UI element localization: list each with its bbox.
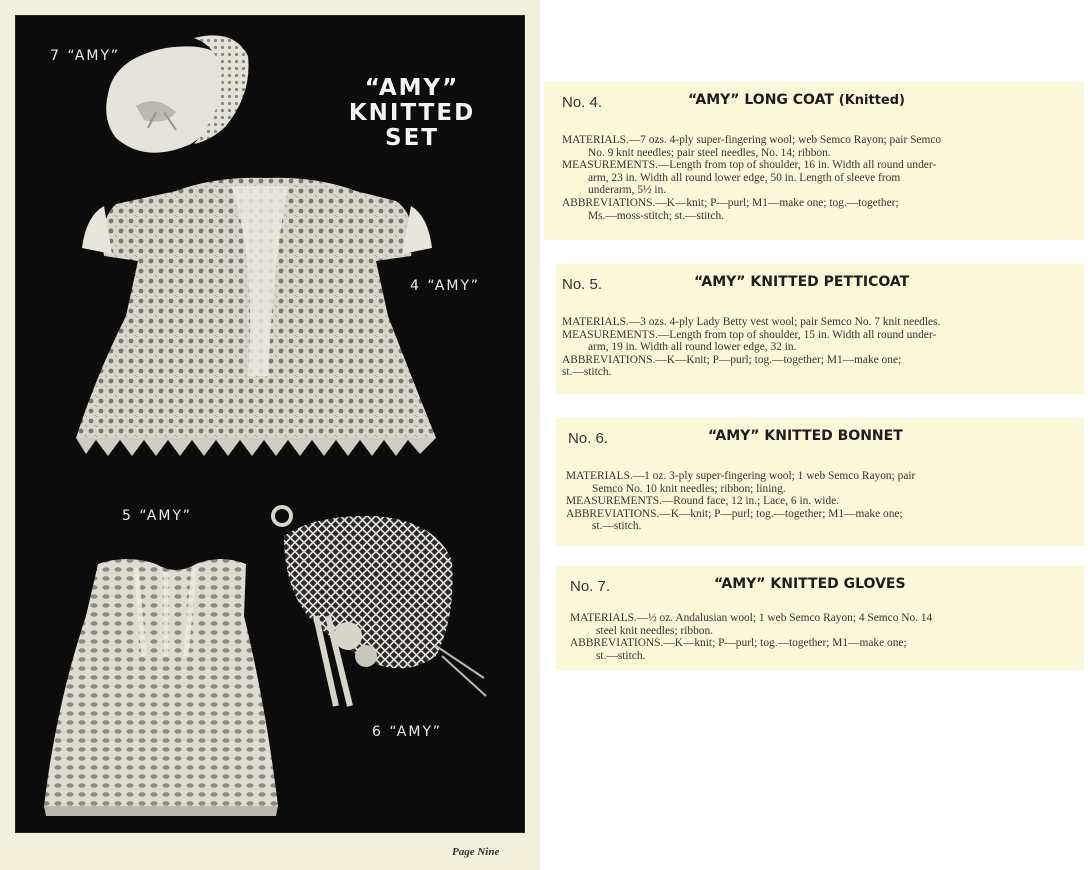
pattern-details	[562, 316, 1070, 379]
label-lace-bonnet: 6 “AMY”	[372, 724, 443, 740]
pattern-header	[556, 270, 1084, 298]
set-title-line: “AMY”	[364, 75, 460, 101]
pattern-title: “AMY” KNITTED PETTICOAT	[694, 274, 910, 290]
pattern-header	[556, 572, 1084, 600]
detail-line: ABBREVIATIONS.—K—Knit; P—purl; tog.—together; M1—make one;	[562, 353, 902, 366]
pattern-header	[556, 424, 1084, 452]
pattern-card-bonnet	[556, 418, 1084, 546]
detail-line: steel knit needles; ribbon.	[596, 624, 714, 637]
detail-line: MATERIALS.—3 ozs. 4-ply Lady Betty vest wool; pair Semco No. 7 knit needles.	[562, 316, 941, 328]
detail-line: Semco No. 10 knit needles; ribbon; lining.	[592, 482, 786, 495]
pattern-number: No. 7.	[570, 578, 611, 595]
set-title-line: SET	[385, 125, 439, 151]
pattern-header	[544, 88, 1084, 116]
pattern-card-petticoat	[556, 264, 1084, 394]
pattern-title	[688, 92, 905, 108]
pattern-number: No. 4.	[562, 94, 603, 111]
pattern-title-text: “AMY” LONG COAT	[688, 92, 834, 108]
lace-bonnet-illustration	[273, 507, 486, 706]
detail-line: MATERIALS.—7 ozs. 4-ply super-fingering wool; web Semco Rayon; pair Semco	[562, 134, 942, 146]
pattern-title: “AMY” KNITTED GLOVES	[714, 576, 906, 592]
label-bonnet-top: 7 “AMY”	[50, 48, 121, 64]
detail-line: MEASUREMENTS.—Length from top of shoulder, 16 in. Width all round under-	[562, 159, 937, 172]
baby-bonnet-illustration	[106, 35, 248, 152]
detail-line: MEASUREMENTS.—Round face, 12 in.; Lace, 6 in. wide.	[566, 495, 840, 508]
photo-page	[0, 0, 540, 870]
pattern-number: No. 6.	[568, 430, 609, 447]
detail-line: arm, 19 in. Width all round lower edge, 32 in.	[588, 341, 797, 354]
detail-line: st.—stitch.	[562, 366, 612, 379]
detail-line: Ms.—moss-stitch; st.—stitch.	[588, 209, 725, 222]
pattern-number: No. 5.	[562, 276, 603, 293]
detail-line: No. 9 knit needles; pair steel needles, No. 14; ribbon.	[588, 146, 831, 159]
detail-line: st.—stitch.	[592, 520, 642, 533]
set-title-line: KNITTED	[348, 100, 476, 126]
detail-line: underarm, 5½ in.	[588, 184, 667, 197]
pattern-details	[562, 134, 1070, 222]
detail-line: MATERIALS.—1 oz. 3-ply super-fingering wool; 1 web Semco Rayon; pair	[566, 470, 916, 482]
petticoat-illustration	[44, 559, 278, 816]
detail-line: MEASUREMENTS.—Length from top of shoulder, 15 in. Width all round under-	[562, 328, 937, 341]
detail-line: MATERIALS.—½ oz. Andalusian wool; 1 web Semco Rayon; 4 Semco No. 14	[570, 612, 933, 624]
pattern-card-gloves	[556, 566, 1084, 670]
detail-line: arm, 23 in. Width all round lower edge, 50 in. Length of sleeve from	[588, 171, 901, 184]
label-long-coat: 4 “AMY”	[410, 278, 481, 294]
detail-line: ABBREVIATIONS.—K—knit; P—purl; tog.—together; M1—make one;	[566, 507, 903, 520]
detail-line: ABBREVIATIONS.—K—knit; P—purl; tog.—together; M1—make one;	[570, 637, 907, 650]
set-title	[332, 76, 492, 151]
garment-photo	[16, 16, 524, 832]
label-petticoat: 5 “AMY”	[122, 508, 193, 524]
detail-line: ABBREVIATIONS.—K—knit; P—purl; M1—make one; tog.—together;	[562, 196, 899, 209]
pattern-card-long-coat	[544, 82, 1084, 240]
detail-line: st.—stitch.	[596, 649, 646, 662]
pattern-details	[566, 470, 1070, 533]
pattern-subtitle: (Knitted)	[838, 93, 905, 108]
pattern-details	[570, 612, 1070, 662]
long-coat-illustration	[76, 178, 436, 456]
page-footer: Page Nine	[452, 846, 500, 858]
pattern-title: “AMY” KNITTED BONNET	[708, 428, 903, 444]
